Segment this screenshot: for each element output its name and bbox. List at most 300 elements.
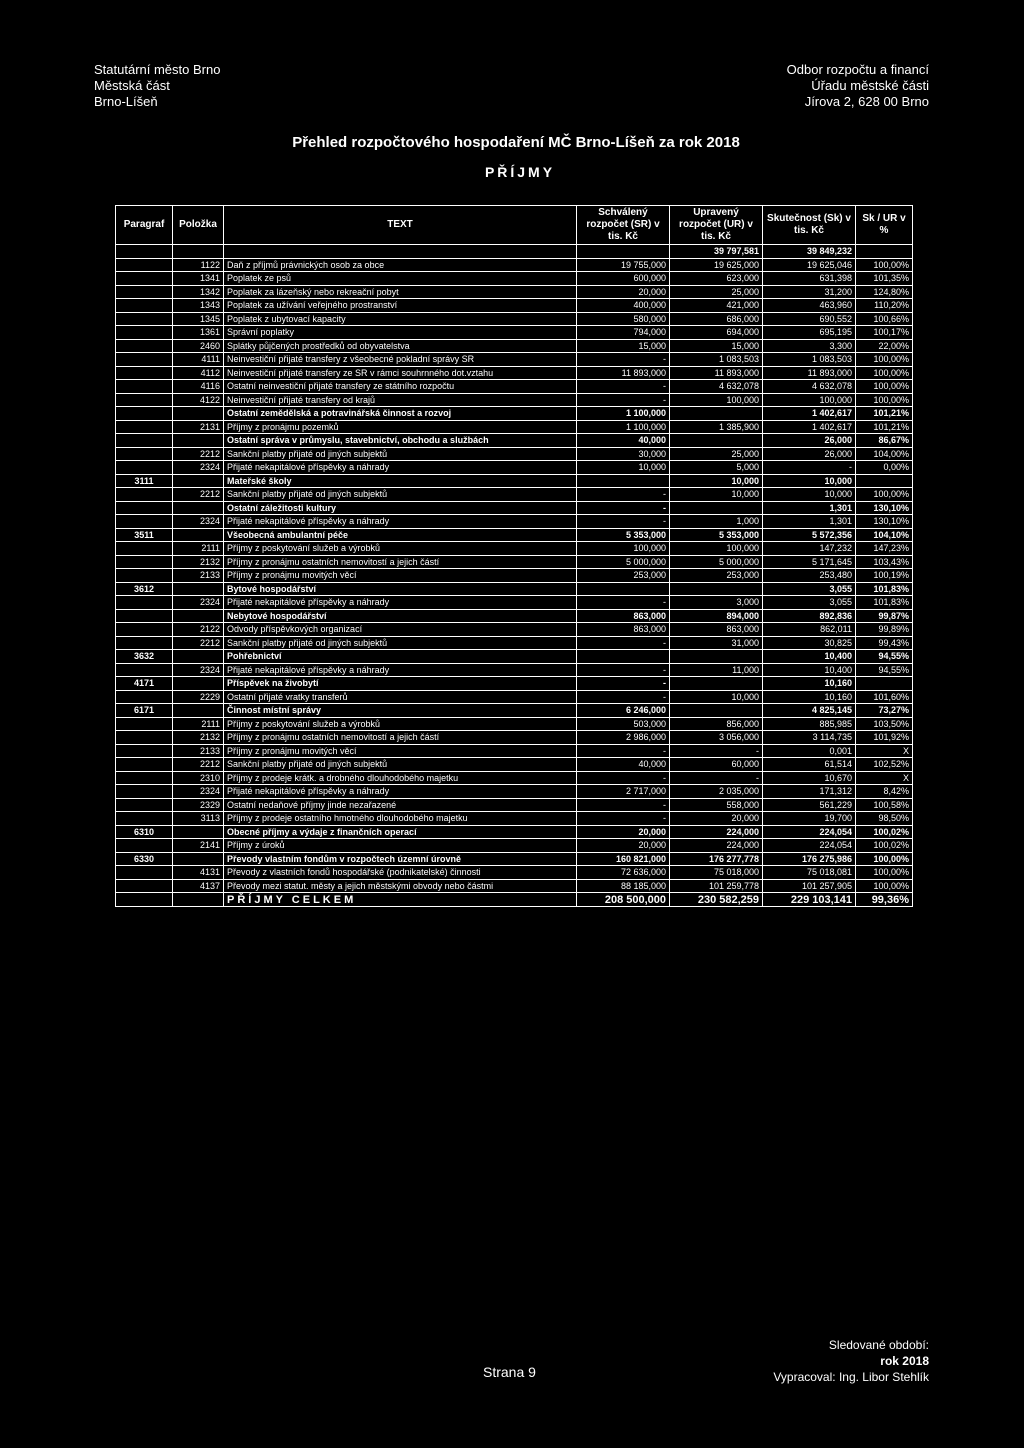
- text-cell: Daň z příjmů právnických osob za obce: [224, 258, 577, 272]
- page-number: Strana 9: [483, 1364, 536, 1380]
- paragraf-cell: [116, 771, 173, 785]
- polozka-cell: 2122: [173, 623, 224, 637]
- sk-cell: 5 572,356: [763, 528, 856, 542]
- table-body: [116, 245, 913, 893]
- sk-cell: 1 402,617: [763, 407, 856, 421]
- pct-cell: 100,17%: [856, 326, 913, 340]
- pct-cell: 101,35%: [856, 272, 913, 286]
- sr-cell: 88 185,000: [577, 879, 670, 893]
- polozka-cell: 4112: [173, 366, 224, 380]
- paragraf-cell: 3612: [116, 582, 173, 596]
- paragraf-cell: [116, 285, 173, 299]
- table-row: [116, 474, 913, 488]
- pct-cell: 99,89%: [856, 623, 913, 637]
- header-right-line: Jírova 2, 628 00 Brno: [804, 94, 929, 109]
- sk-cell: 19,700: [763, 812, 856, 826]
- table-row: [116, 879, 913, 893]
- total-ur: 230 582,259: [670, 893, 763, 907]
- ur-cell: 25,000: [670, 447, 763, 461]
- text-cell: Příjmy z pronájmu movitých věcí: [224, 569, 577, 583]
- table-row: [116, 596, 913, 610]
- table-row: [116, 839, 913, 853]
- pct-cell: 99,87%: [856, 609, 913, 623]
- sk-cell: 75 018,081: [763, 866, 856, 880]
- sk-cell: 1 402,617: [763, 420, 856, 434]
- table-row: [116, 461, 913, 475]
- sr-cell: -: [577, 663, 670, 677]
- polozka-cell: [173, 582, 224, 596]
- table-row: [116, 825, 913, 839]
- paragraf-cell: [116, 785, 173, 799]
- polozka-cell: 2329: [173, 798, 224, 812]
- polozka-cell: [173, 501, 224, 515]
- sk-cell: 10,160: [763, 690, 856, 704]
- paragraf-cell: 4171: [116, 677, 173, 691]
- header-left-line: Statutární město Brno: [94, 62, 221, 77]
- ur-cell: 60,000: [670, 758, 763, 772]
- ur-cell: [670, 407, 763, 421]
- pct-cell: 124,80%: [856, 285, 913, 299]
- pct-cell: 73,27%: [856, 704, 913, 718]
- ur-cell: [670, 582, 763, 596]
- ur-cell: 224,000: [670, 825, 763, 839]
- sr-cell: [577, 245, 670, 259]
- sk-cell: 10,000: [763, 488, 856, 502]
- ur-cell: 4 632,078: [670, 380, 763, 394]
- polozka-cell: 1122: [173, 258, 224, 272]
- text-cell: Odvody příspěvkových organizací: [224, 623, 577, 637]
- polozka-cell: 4122: [173, 393, 224, 407]
- text-cell: Příjmy z pronájmu ostatních nemovitostí a jejich částí: [224, 555, 577, 569]
- sr-cell: [577, 650, 670, 664]
- sr-cell: -: [577, 596, 670, 610]
- ur-cell: 5 000,000: [670, 555, 763, 569]
- paragraf-cell: 3111: [116, 474, 173, 488]
- pct-cell: 99,43%: [856, 636, 913, 650]
- sr-cell: [577, 582, 670, 596]
- ur-cell: 686,000: [670, 312, 763, 326]
- text-cell: Příjmy z úroků: [224, 839, 577, 853]
- paragraf-cell: 6310: [116, 825, 173, 839]
- pct-cell: 130,10%: [856, 501, 913, 515]
- col-header-polozka: Položka: [173, 206, 224, 245]
- text-cell: Převody mezi statut. městy a jejich městskými obvody nebo částmi: [224, 879, 577, 893]
- sk-cell: 1,301: [763, 501, 856, 515]
- pct-cell: 94,55%: [856, 663, 913, 677]
- ur-cell: 856,000: [670, 717, 763, 731]
- polozka-cell: 2133: [173, 744, 224, 758]
- sk-cell: 10,400: [763, 650, 856, 664]
- text-cell: Příjmy z pronájmu movitých věcí: [224, 744, 577, 758]
- text-cell: Ostatní přijaté vratky transferů: [224, 690, 577, 704]
- sr-cell: 2 986,000: [577, 731, 670, 745]
- sr-cell: 863,000: [577, 609, 670, 623]
- table-row: [116, 245, 913, 259]
- ur-cell: 176 277,778: [670, 852, 763, 866]
- text-cell: Ostatní neinvestiční přijaté transfery ze státního rozpočtu: [224, 380, 577, 394]
- sr-cell: 10,000: [577, 461, 670, 475]
- period-label: Sledované období:: [828, 1338, 929, 1352]
- paragraf-cell: [116, 555, 173, 569]
- ur-cell: 3,000: [670, 596, 763, 610]
- polozka-cell: 1361: [173, 326, 224, 340]
- text-cell: Poplatek za lázeňský nebo rekreační pobyt: [224, 285, 577, 299]
- sk-cell: 3,300: [763, 339, 856, 353]
- sk-cell: 695,195: [763, 326, 856, 340]
- ur-cell: 100,000: [670, 542, 763, 556]
- polozka-cell: 2132: [173, 555, 224, 569]
- sk-cell: 100,000: [763, 393, 856, 407]
- polozka-cell: [173, 852, 224, 866]
- text-cell: Příjmy z pronájmu ostatních nemovitostí a jejich částí: [224, 731, 577, 745]
- paragraf-cell: [116, 812, 173, 826]
- sr-cell: 253,000: [577, 569, 670, 583]
- sr-cell: -: [577, 690, 670, 704]
- ur-cell: 11,000: [670, 663, 763, 677]
- table-row: [116, 690, 913, 704]
- text-cell: Ostatní záležitosti kultury: [224, 501, 577, 515]
- sk-cell: 171,312: [763, 785, 856, 799]
- paragraf-cell: [116, 596, 173, 610]
- footer-info: [773, 1337, 929, 1385]
- ur-cell: -: [670, 744, 763, 758]
- table-row: [116, 785, 913, 799]
- table-row: [116, 812, 913, 826]
- sk-cell: 3 114,735: [763, 731, 856, 745]
- ur-cell: 15,000: [670, 339, 763, 353]
- ur-cell: 1 083,503: [670, 353, 763, 367]
- sr-cell: 100,000: [577, 542, 670, 556]
- paragraf-cell: [116, 663, 173, 677]
- paragraf-cell: [116, 393, 173, 407]
- ur-cell: 421,000: [670, 299, 763, 313]
- sr-cell: 580,000: [577, 312, 670, 326]
- sr-cell: -: [577, 380, 670, 394]
- polozka-cell: [173, 528, 224, 542]
- table-row: [116, 771, 913, 785]
- sr-cell: -: [577, 515, 670, 529]
- pct-cell: 100,00%: [856, 258, 913, 272]
- ur-cell: 10,000: [670, 690, 763, 704]
- polozka-cell: 2229: [173, 690, 224, 704]
- col-header-pct: Sk / UR v %: [856, 206, 913, 245]
- text-cell: Převody z vlastních fondů hospodářské (podnikatelské) činnosti: [224, 866, 577, 880]
- pct-cell: 102,52%: [856, 758, 913, 772]
- ur-cell: -: [670, 771, 763, 785]
- text-cell: Neinvestiční přijaté transfery ze SR v rámci souhrnného dot.vztahu: [224, 366, 577, 380]
- sk-cell: -: [763, 461, 856, 475]
- polozka-cell: 2324: [173, 515, 224, 529]
- sr-cell: 1 100,000: [577, 407, 670, 421]
- sk-cell: 1,301: [763, 515, 856, 529]
- polozka-cell: 2131: [173, 420, 224, 434]
- sr-cell: -: [577, 353, 670, 367]
- table-row: [116, 434, 913, 448]
- paragraf-cell: [116, 461, 173, 475]
- paragraf-cell: [116, 447, 173, 461]
- ur-cell: 558,000: [670, 798, 763, 812]
- paragraf-cell: [116, 798, 173, 812]
- polozka-cell: 2212: [173, 447, 224, 461]
- sk-cell: 10,160: [763, 677, 856, 691]
- pct-cell: 22,00%: [856, 339, 913, 353]
- sk-cell: 19 625,046: [763, 258, 856, 272]
- ur-cell: 623,000: [670, 272, 763, 286]
- header-right-line: Odbor rozpočtu a financí: [786, 62, 929, 77]
- paragraf-cell: [116, 515, 173, 529]
- paragraf-cell: [116, 690, 173, 704]
- table-row: [116, 515, 913, 529]
- text-cell: Správní poplatky: [224, 326, 577, 340]
- text-cell: Přijaté nekapitálové příspěvky a náhrady: [224, 785, 577, 799]
- header-left-line: Městská část: [94, 78, 170, 93]
- paragraf-cell: [116, 839, 173, 853]
- text-cell: Ostatní zemědělská a potravinářská činnost a rozvoj: [224, 407, 577, 421]
- pct-cell: 100,02%: [856, 839, 913, 853]
- sk-cell: 631,398: [763, 272, 856, 286]
- ur-cell: 10,000: [670, 488, 763, 502]
- polozka-cell: 4137: [173, 879, 224, 893]
- sk-cell: 1 083,503: [763, 353, 856, 367]
- text-cell: Přijaté nekapitálové příspěvky a náhrady: [224, 663, 577, 677]
- sr-cell: -: [577, 677, 670, 691]
- ur-cell: 5 353,000: [670, 528, 763, 542]
- polozka-cell: [173, 704, 224, 718]
- sk-cell: 3,055: [763, 582, 856, 596]
- table-row: [116, 663, 913, 677]
- text-cell: Přijaté nekapitálové příspěvky a náhrady: [224, 461, 577, 475]
- polozka-cell: [173, 407, 224, 421]
- text-cell: Poplatek z ubytovací kapacity: [224, 312, 577, 326]
- sk-cell: 10,670: [763, 771, 856, 785]
- ur-cell: 253,000: [670, 569, 763, 583]
- pct-cell: 100,00%: [856, 488, 913, 502]
- ur-cell: [670, 677, 763, 691]
- pct-cell: 100,00%: [856, 393, 913, 407]
- text-cell: Převody vlastním fondům v rozpočtech územní úrovně: [224, 852, 577, 866]
- paragraf-cell: [116, 272, 173, 286]
- sr-cell: -: [577, 501, 670, 515]
- polozka-cell: 3113: [173, 812, 224, 826]
- ur-cell: 694,000: [670, 326, 763, 340]
- paragraf-cell: [116, 434, 173, 448]
- polozka-cell: 1341: [173, 272, 224, 286]
- sr-cell: 20,000: [577, 285, 670, 299]
- paragraf-cell: [116, 758, 173, 772]
- sr-cell: 19 755,000: [577, 258, 670, 272]
- pct-cell: 100,00%: [856, 366, 913, 380]
- table-row: [116, 420, 913, 434]
- table-row: [116, 744, 913, 758]
- sr-cell: 2 717,000: [577, 785, 670, 799]
- text-cell: Příjmy z poskytování služeb a výrobků: [224, 542, 577, 556]
- polozka-cell: 2111: [173, 717, 224, 731]
- sr-cell: [577, 474, 670, 488]
- polozka-cell: [173, 677, 224, 691]
- ur-cell: [670, 650, 763, 664]
- pct-cell: 101,21%: [856, 407, 913, 421]
- pct-cell: 98,50%: [856, 812, 913, 826]
- polozka-cell: 1345: [173, 312, 224, 326]
- sk-cell: 561,229: [763, 798, 856, 812]
- pct-cell: 100,02%: [856, 825, 913, 839]
- sk-cell: 31,200: [763, 285, 856, 299]
- col-header-paragraf: Paragraf: [116, 206, 173, 245]
- text-cell: Sankční platby přijaté od jiných subjektů: [224, 636, 577, 650]
- ur-cell: 75 018,000: [670, 866, 763, 880]
- sk-cell: 39 849,232: [763, 245, 856, 259]
- paragraf-cell: [116, 353, 173, 367]
- paragraf-cell: [116, 879, 173, 893]
- pct-cell: 103,43%: [856, 555, 913, 569]
- table-row: [116, 650, 913, 664]
- table-row: [116, 704, 913, 718]
- sk-cell: 4 632,078: [763, 380, 856, 394]
- ur-cell: 10,000: [670, 474, 763, 488]
- table-row: [116, 866, 913, 880]
- polozka-cell: 4116: [173, 380, 224, 394]
- polozka-cell: [173, 825, 224, 839]
- paragraf-cell: [116, 339, 173, 353]
- sr-cell: 400,000: [577, 299, 670, 313]
- page-subtitle: PŘÍJMY: [484, 164, 556, 180]
- table-row: [116, 569, 913, 583]
- sr-cell: 11 893,000: [577, 366, 670, 380]
- text-cell: Obecné příjmy a výdaje z finančních operací: [224, 825, 577, 839]
- ur-cell: 19 625,000: [670, 258, 763, 272]
- pct-cell: 100,19%: [856, 569, 913, 583]
- paragraf-cell: [116, 744, 173, 758]
- sk-cell: 4 825,145: [763, 704, 856, 718]
- sk-cell: 224,054: [763, 839, 856, 853]
- text-cell: [224, 245, 577, 259]
- sk-cell: 3,055: [763, 596, 856, 610]
- paragraf-cell: [116, 717, 173, 731]
- pct-cell: X: [856, 744, 913, 758]
- table-row: [116, 731, 913, 745]
- total-sk: 229 103,141: [763, 893, 856, 907]
- text-cell: Poplatek za užívání veřejného prostranství: [224, 299, 577, 313]
- table-row: [116, 582, 913, 596]
- table-row: [116, 447, 913, 461]
- table-row: [116, 717, 913, 731]
- paragraf-cell: [116, 366, 173, 380]
- table-row: [116, 677, 913, 691]
- paragraf-cell: [116, 420, 173, 434]
- polozka-cell: [173, 434, 224, 448]
- sr-cell: -: [577, 744, 670, 758]
- paragraf-cell: [116, 258, 173, 272]
- sk-cell: 61,514: [763, 758, 856, 772]
- polozka-cell: [173, 245, 224, 259]
- table-row: [116, 326, 913, 340]
- pct-cell: 104,00%: [856, 447, 913, 461]
- sr-cell: 863,000: [577, 623, 670, 637]
- sr-cell: -: [577, 393, 670, 407]
- paragraf-cell: [116, 609, 173, 623]
- sk-cell: 147,232: [763, 542, 856, 556]
- ur-cell: 101 259,778: [670, 879, 763, 893]
- sk-cell: 5 171,645: [763, 555, 856, 569]
- table-row: [116, 488, 913, 502]
- page-title: Přehled rozpočtového hospodaření MČ Brno-Líšeň za rok 2018: [292, 134, 740, 151]
- sr-cell: 15,000: [577, 339, 670, 353]
- paragraf-cell: 3632: [116, 650, 173, 664]
- pct-cell: 100,66%: [856, 312, 913, 326]
- pct-cell: [856, 474, 913, 488]
- text-cell: Ostatní správa v průmyslu, stavebnictví, obchodu a službách: [224, 434, 577, 448]
- period-value: rok 2018: [880, 1354, 929, 1368]
- sr-cell: 72 636,000: [577, 866, 670, 880]
- pct-cell: 0,00%: [856, 461, 913, 475]
- paragraf-cell: [116, 623, 173, 637]
- sr-cell: 20,000: [577, 825, 670, 839]
- sk-cell: 11 893,000: [763, 366, 856, 380]
- pct-cell: 130,10%: [856, 515, 913, 529]
- sr-cell: 30,000: [577, 447, 670, 461]
- sk-cell: 892,836: [763, 609, 856, 623]
- table-row: [116, 501, 913, 515]
- pct-cell: 101,92%: [856, 731, 913, 745]
- paragraf-cell: 6330: [116, 852, 173, 866]
- pct-cell: 101,83%: [856, 596, 913, 610]
- sr-cell: 20,000: [577, 839, 670, 853]
- sr-cell: 794,000: [577, 326, 670, 340]
- text-cell: Příjmy z pronájmu pozemků: [224, 420, 577, 434]
- pct-cell: [856, 677, 913, 691]
- ur-cell: 39 797,581: [670, 245, 763, 259]
- sk-cell: 10,400: [763, 663, 856, 677]
- text-cell: Příjmy z poskytování služeb a výrobků: [224, 717, 577, 731]
- ur-cell: 1 385,900: [670, 420, 763, 434]
- ur-cell: 863,000: [670, 623, 763, 637]
- text-cell: Splátky půjčených prostředků od obyvatelstva: [224, 339, 577, 353]
- text-cell: Bytové hospodářství: [224, 582, 577, 596]
- table-row: [116, 272, 913, 286]
- polozka-cell: 2310: [173, 771, 224, 785]
- ur-cell: 3 056,000: [670, 731, 763, 745]
- table-row: [116, 407, 913, 421]
- polozka-cell: 2141: [173, 839, 224, 853]
- text-cell: Mateřské školy: [224, 474, 577, 488]
- pct-cell: 110,20%: [856, 299, 913, 313]
- ur-cell: [670, 501, 763, 515]
- text-cell: Činnost místní správy: [224, 704, 577, 718]
- pct-cell: X: [856, 771, 913, 785]
- polozka-cell: 2133: [173, 569, 224, 583]
- table-row: [116, 542, 913, 556]
- polozka-cell: 2324: [173, 785, 224, 799]
- text-cell: Všeobecná ambulantní péče: [224, 528, 577, 542]
- paragraf-cell: [116, 501, 173, 515]
- ur-cell: 11 893,000: [670, 366, 763, 380]
- pct-cell: 100,00%: [856, 353, 913, 367]
- table-row: [116, 339, 913, 353]
- table-header-row: [116, 206, 913, 245]
- sr-cell: 160 821,000: [577, 852, 670, 866]
- paragraf-cell: [116, 299, 173, 313]
- paragraf-cell: [116, 569, 173, 583]
- col-header-text: TEXT: [224, 206, 577, 245]
- total-polozka-cell: [173, 893, 224, 907]
- ur-cell: 25,000: [670, 285, 763, 299]
- sk-cell: 26,000: [763, 434, 856, 448]
- total-pct: 99,36%: [856, 893, 913, 907]
- paragraf-cell: 6171: [116, 704, 173, 718]
- paragraf-cell: [116, 380, 173, 394]
- total-row: [116, 893, 913, 907]
- sk-cell: 463,960: [763, 299, 856, 313]
